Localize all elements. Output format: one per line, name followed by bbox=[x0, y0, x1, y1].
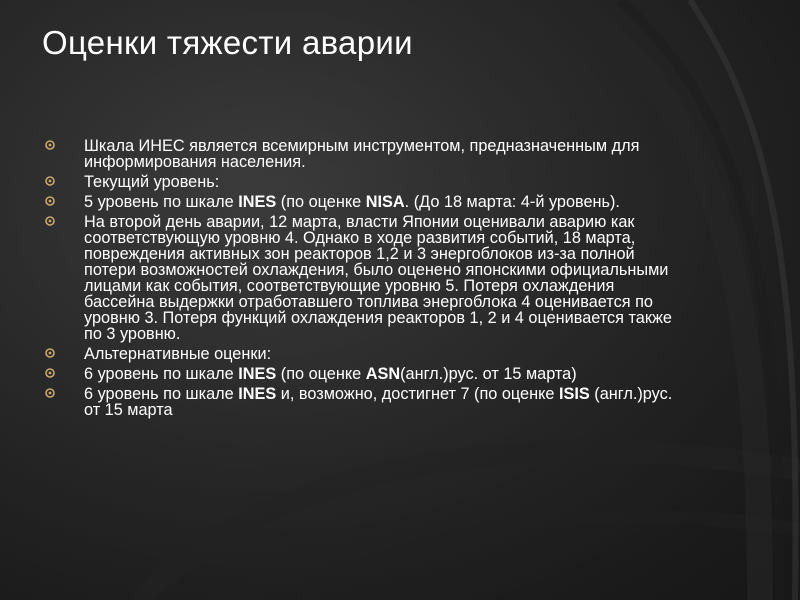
bullet-text: (англ.)рус. от 15 марта) bbox=[400, 365, 577, 383]
bullet-text: На второй день аварии, 12 марта, власти Японии оценивали аварию как соответствующую уровню 4. Однако в ходе развития событий, 18 марта, повреждения активных зон реакторов 1,2 и 3 энергоблоков из-за полной потери возможностей охлаждения, было оценено японскими официальными лицами как события, соответствующие уровню 5. Потеря охлаждения бассейна выдержки отработавшего топлива энергоблока 4 оценивается по уровню 3. Потеря функций охлаждения реакторов 1, 2 и 4 оценивается также по 3 уровню. bbox=[84, 213, 672, 343]
slide-title: Оценки тяжести аварии bbox=[42, 24, 413, 61]
ring-bullet-icon bbox=[44, 387, 56, 399]
bullet-text: 6 уровень по шкале bbox=[84, 365, 239, 383]
ring-bullet-icon bbox=[44, 195, 56, 207]
bullet-item bbox=[44, 386, 684, 418]
bullet-text: и, возможно, достигнет 7 (по оценке bbox=[276, 385, 559, 403]
bullet-item bbox=[44, 194, 684, 210]
ring-bullet-icon bbox=[44, 367, 56, 379]
bullet-text: (англ.)рус. от 15 марта bbox=[84, 385, 673, 419]
bullet-bold-term: NISA bbox=[365, 193, 405, 211]
bullet-text: 6 уровень по шкале bbox=[84, 385, 239, 403]
bullet-item bbox=[44, 174, 684, 190]
bullet-item bbox=[44, 214, 684, 342]
bullet-text: Шкала ИНЕС является всемирным инструментом, предназначенным для информирования населения. bbox=[84, 137, 640, 171]
bullet-text: (по оценке bbox=[276, 365, 366, 383]
bullet-text: . (До 18 марта: 4-й уровень). bbox=[404, 193, 620, 211]
bullet-bold-term: INES bbox=[238, 385, 277, 403]
bullet-list bbox=[44, 138, 684, 422]
bullet-text: (по оценке bbox=[276, 193, 366, 211]
bullet-bold-term: INES bbox=[238, 365, 277, 383]
ring-bullet-icon bbox=[44, 347, 56, 359]
bullet-bold-term: ASN bbox=[365, 365, 401, 383]
bullet-text: Текущий уровень: bbox=[84, 173, 220, 191]
ring-bullet-icon bbox=[44, 175, 56, 187]
bullet-item bbox=[44, 346, 684, 362]
ring-bullet-icon bbox=[44, 215, 56, 227]
bullet-bold-term: INES bbox=[238, 193, 277, 211]
ring-bullet-icon bbox=[44, 139, 56, 151]
bullet-text: Альтернативные оценки: bbox=[84, 345, 272, 363]
bullet-item bbox=[44, 138, 684, 170]
bullet-item bbox=[44, 366, 684, 382]
bullet-bold-term: ISIS bbox=[558, 385, 590, 403]
bullet-text: 5 уровень по шкале bbox=[84, 193, 239, 211]
